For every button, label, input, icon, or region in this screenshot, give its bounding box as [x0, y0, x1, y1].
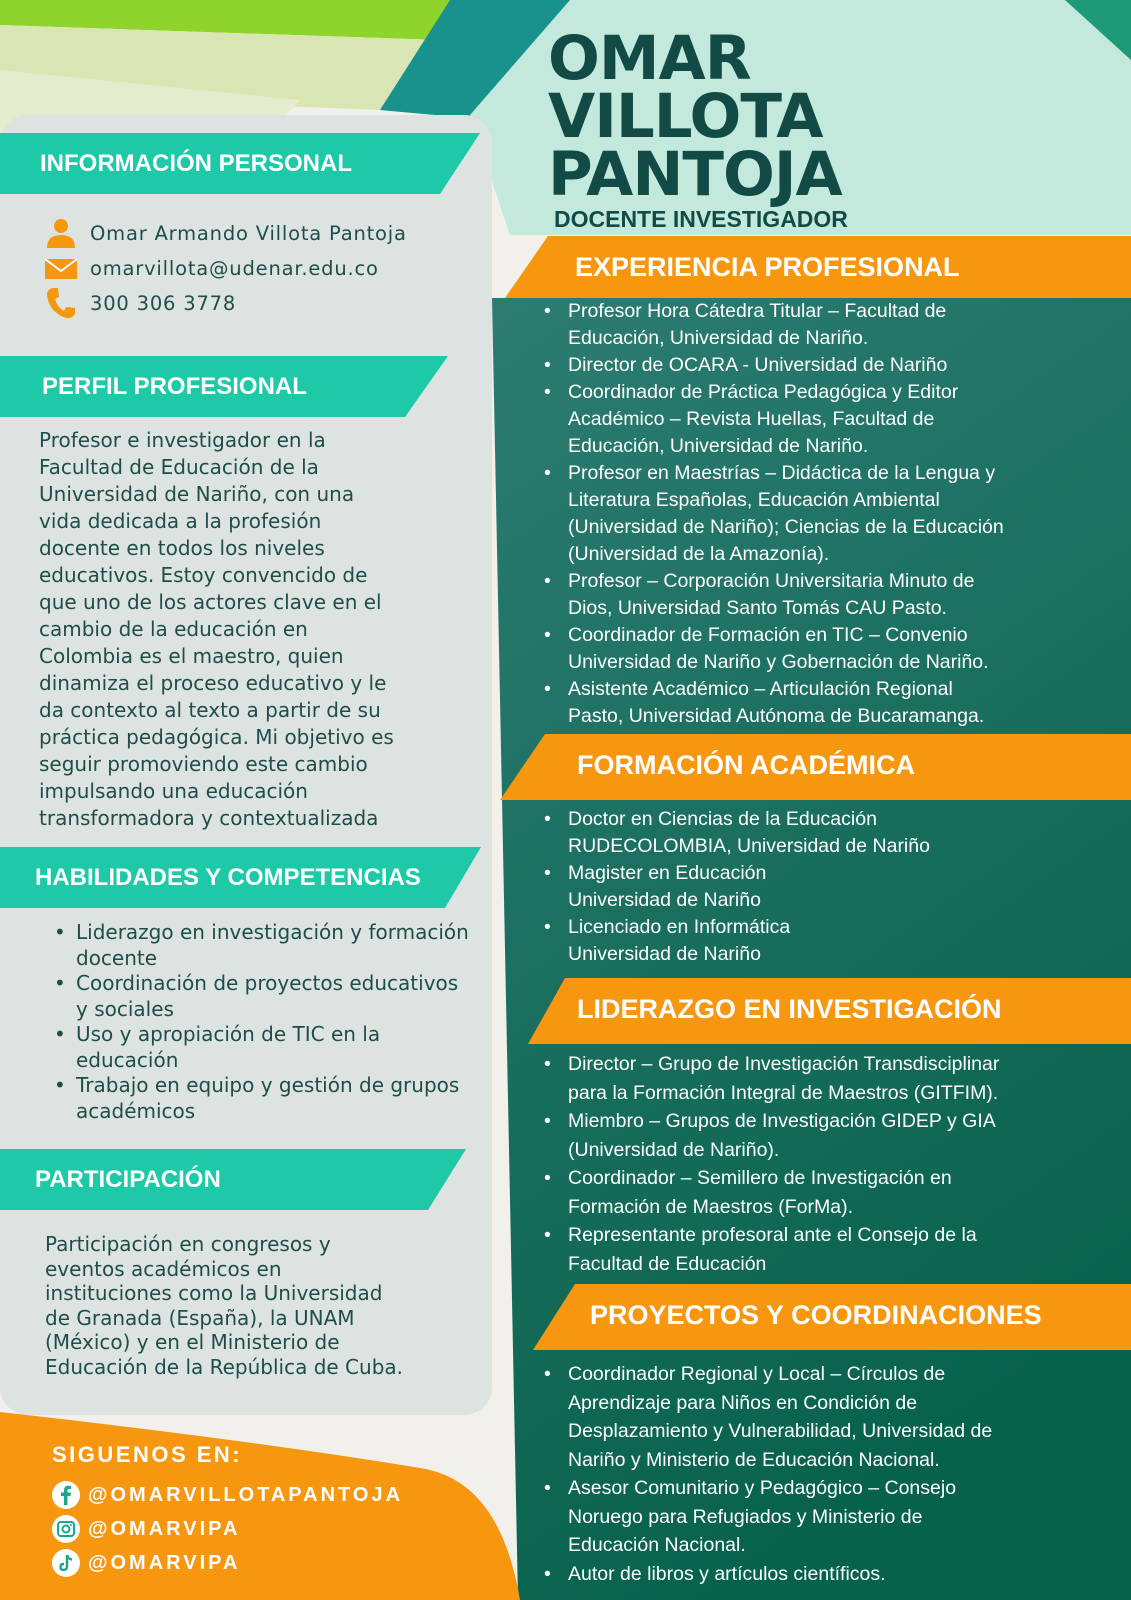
- participation-line: instituciones como la Universidad: [45, 1281, 383, 1305]
- research-item: • Director – Grupo de Investigación Transdisciplinar para la Formación Integral de Maestros (GITFIM).: [540, 1050, 1100, 1107]
- participation-heading: PARTICIPACIÓN: [35, 1166, 221, 1193]
- participation-line: Participación en congresos y: [45, 1232, 331, 1256]
- facebook-handle[interactable]: @OMARVILLOTAPANTOJA: [88, 1483, 404, 1506]
- project-item: • Asesor Comunitario y Pedagógico – Consejo Noruego para Refugiados y Ministerio de Educación Nacional.: [540, 1474, 1100, 1560]
- contact-phone[interactable]: 300 306 3778: [90, 291, 237, 315]
- research-list: [540, 1050, 1100, 1278]
- profile-line: seguir promoviendo este cambio: [39, 752, 368, 776]
- education-item: • Doctor en Ciencias de la Educación RUDECOLOMBIA, Universidad de Nariño: [540, 806, 1100, 860]
- instagram-handle[interactable]: @OMARVIPA: [88, 1517, 241, 1540]
- profile-line: docente en todos los niveles: [39, 536, 325, 560]
- education-item: • Magister en Educación Universidad de Nariño: [540, 860, 1100, 914]
- research-item: • Miembro – Grupos de Investigación GIDEP y GIA (Universidad de Nariño).: [540, 1107, 1100, 1164]
- role-subtitle: DOCENTE INVESTIGADOR: [554, 206, 848, 232]
- projects-list: [540, 1360, 1100, 1588]
- profile-line: que uno de los actores clave en el: [39, 590, 382, 614]
- social-facebook[interactable]: [52, 1480, 403, 1510]
- profile-line: Colombia es el maestro, quien: [39, 644, 344, 668]
- contact-email-row: [44, 253, 379, 283]
- skill-item: • Coordinación de proyectos educativos y sociales: [52, 971, 472, 1022]
- experience-list: [540, 298, 1100, 730]
- profile-text: [39, 427, 394, 832]
- contact-phone-row: [44, 288, 236, 318]
- profile-line: Facultad de Educación de la: [39, 455, 319, 479]
- name-line: PANTOJA: [548, 139, 842, 210]
- social-tiktok[interactable]: [52, 1548, 240, 1578]
- skill-item: • Trabajo en equipo y gestión de grupos académicos: [52, 1073, 472, 1124]
- name-line: OMAR: [548, 23, 751, 94]
- projects-heading: PROYECTOS Y COORDINACIONES: [590, 1300, 1042, 1330]
- profile-line: Universidad de Nariño, con una: [39, 482, 355, 506]
- participation-text: [45, 1232, 403, 1379]
- facebook-icon: [52, 1481, 80, 1509]
- instagram-icon: [52, 1515, 80, 1543]
- profile-heading: PERFIL PROFESIONAL: [42, 373, 307, 400]
- skill-item: • Liderazgo en investigación y formación docente: [52, 920, 472, 971]
- experience-item: • Coordinador de Práctica Pedagógica y Editor Académico – Revista Huellas, Facultad de Educación, Universidad de Nariño.: [540, 379, 1100, 460]
- participation-line: (México) y en el Ministerio de: [45, 1330, 340, 1354]
- profile-line: práctica pedagógica. Mi objetivo es: [39, 725, 394, 749]
- tiktok-icon: [52, 1549, 80, 1577]
- education-heading: FORMACIÓN ACADÉMICA: [577, 750, 915, 780]
- research-heading: LIDERAZGO EN INVESTIGACIÓN: [577, 994, 1002, 1024]
- profile-line: cambio de la educación en: [39, 617, 308, 641]
- contact-name-row: [44, 218, 407, 248]
- education-list: [540, 806, 1100, 968]
- participation-line: Educación de la República de Cuba.: [45, 1354, 404, 1379]
- name-line: VILLOTA: [548, 81, 823, 152]
- personal-info-heading: INFORMACIÓN PERSONAL: [40, 150, 352, 177]
- participation-line: de Granada (España), la UNAM: [45, 1305, 355, 1330]
- profile-line: vida dedicada a la profesión: [39, 509, 322, 533]
- experience-item: • Coordinador de Formación en TIC – Convenio Universidad de Nariño y Gobernación de Nariño.: [540, 622, 1100, 676]
- profile-line: transformadora y contextualizada: [39, 806, 379, 830]
- mail-icon: [44, 253, 78, 283]
- education-item: • Licenciado en Informática Universidad de Nariño: [540, 914, 1100, 968]
- skill-item: • Uso y apropiación de TIC en la educación: [52, 1022, 472, 1073]
- social-heading: SIGUENOS EN:: [52, 1442, 243, 1467]
- participation-line: eventos académicos en: [45, 1256, 282, 1281]
- profile-line: impulsando una educación: [39, 779, 308, 803]
- experience-item: • Asistente Académico – Articulación Regional Pasto, Universidad Autónoma de Bucaramanga.: [540, 676, 1100, 730]
- person-icon: [44, 218, 78, 248]
- experience-item: • Profesor Hora Cátedra Titular – Facultad de Educación, Universidad de Nariño.: [540, 298, 1100, 352]
- profile-line: dinamiza el proceso educativo y le: [39, 671, 387, 695]
- phone-icon: [44, 288, 78, 318]
- contact-email[interactable]: omarvillota@udenar.edu.co: [90, 256, 379, 280]
- skills-heading: HABILIDADES Y COMPETENCIAS: [35, 864, 421, 891]
- profile-line: da contexto al texto a partir de su: [39, 698, 381, 722]
- experience-item: • Profesor en Maestrías – Didáctica de la Lengua y Literatura Españolas, Educación Ambiental (Universidad de Nariño); Ciencias de la Educación (Universidad de la Amazonía).: [540, 460, 1100, 568]
- tiktok-handle[interactable]: @OMARVIPA: [88, 1551, 241, 1574]
- experience-item: • Director de OCARA - Universidad de Nariño: [540, 352, 1100, 379]
- research-item: • Coordinador – Semillero de Investigación en Formación de Maestros (ForMa).: [540, 1164, 1100, 1221]
- social-instagram[interactable]: [52, 1514, 240, 1544]
- profile-line: educativos. Estoy convencido de: [39, 563, 368, 587]
- project-item: • Autor de libros y artículos científicos.: [540, 1560, 1100, 1589]
- contact-full-name: Omar Armando Villota Pantoja: [90, 221, 407, 245]
- research-item: • Representante profesoral ante el Consejo de la Facultad de Educación: [540, 1221, 1100, 1278]
- skills-list: [52, 920, 472, 1124]
- experience-heading: EXPERIENCIA PROFESIONAL: [575, 252, 960, 282]
- project-item: • Coordinador Regional y Local – Círculos de Aprendizaje para Niños en Condición de Desplazamiento y Vulnerabilidad, Universidad de Nariño y Ministerio de Educación Nacional.: [540, 1360, 1100, 1474]
- profile-line: Profesor e investigador en la: [39, 428, 326, 452]
- experience-item: • Profesor – Corporación Universitaria Minuto de Dios, Universidad Santo Tomás CAU Pasto.: [540, 568, 1100, 622]
- name-title: [548, 23, 842, 210]
